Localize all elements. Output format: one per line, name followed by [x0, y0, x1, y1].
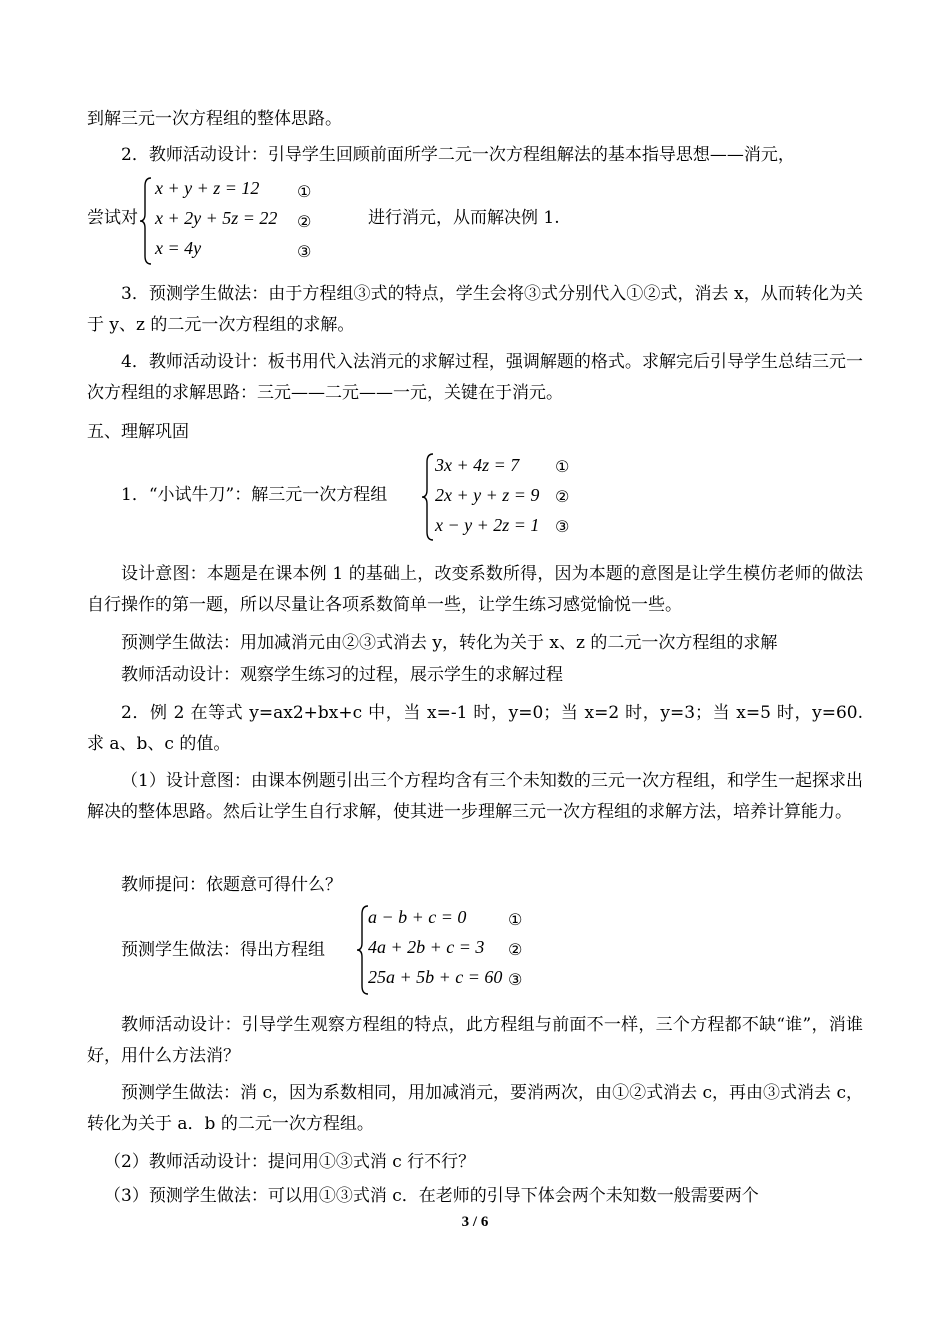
equation: 2x + y + z = 9: [435, 485, 540, 505]
left-brace-icon: [139, 176, 153, 266]
left-brace-icon: [421, 452, 435, 542]
equation-system-1: [139, 176, 319, 266]
equation: 25a + 5b + c = 60: [368, 967, 503, 987]
paragraph-step-2: （2）教师活动设计：提问用①③式消 c 行不行？: [104, 1152, 476, 1172]
paragraph-design-intent-2: （1）设计意图：由课本例题引出三个方程均含有三个未知数的三元一次方程组，和学生一起探求出解决的整体思路。然后让学生自行求解，使其进一步理解三元一次方程组的求解方法，培养计算能力。: [87, 771, 863, 822]
equation: x − y + 2z = 1: [435, 515, 540, 535]
paragraph-continuation: 到解三元一次方程组的整体思路。: [87, 109, 342, 129]
equation: x = 4y: [155, 238, 202, 258]
equation-mark: ①: [297, 182, 312, 201]
equation-mark: ②: [555, 487, 570, 506]
page-number: 3 / 6: [461, 1214, 489, 1230]
equation: x + 2y + 5z = 22: [155, 208, 278, 228]
predict-prefix: 预测学生做法：得出方程组: [121, 940, 325, 960]
equation-mark: ③: [555, 517, 570, 536]
paragraph-design-intent-1: 设计意图：本题是在课本例 1 的基础上，改变系数所得，因为本题的意图是让学生模仿老师的做法自行操作的第一题，所以尽量让各项系数简单一些，让学生练习感觉愉悦一些。: [87, 564, 863, 615]
equation-system-2: [421, 452, 591, 542]
equation-mark: ②: [508, 940, 523, 959]
paragraph-teacher-question: 教师提问：依题意可得什么？: [121, 875, 342, 895]
paragraph-teacher-design-2: 2．教师活动设计：引导学生回顾前面所学二元一次方程组解法的基本指导思想——消元，: [121, 145, 795, 165]
section-heading: 五、理解巩固: [87, 422, 189, 442]
paragraph-predict-2: 预测学生做法：消 c，因为系数相同，用加减消元，要消两次，由①②式消去 c，再由③式消去 c，转化为关于 a．b 的二元一次方程组。: [87, 1083, 863, 1134]
paragraph-example-2: 2．例 2 在等式 y=ax2+bx+c 中，当 x=-1 时，y=0；当 x=2 时，y=3；当 x=5 时，y=60. 求 a、b、c 的值。: [87, 703, 863, 754]
equation-mark: ①: [508, 910, 523, 929]
paragraph-predict-1: 预测学生做法：用加减消元由②③式消去 y，转化为关于 x、z 的二元一次方程组的求解: [121, 633, 778, 653]
exercise-1-prefix: 1．“小试牛刀”：解三元一次方程组: [121, 485, 388, 505]
equation-mark: ①: [555, 457, 570, 476]
paragraph-teacher-design-2b: 教师活动设计：引导学生观察方程组的特点，此方程组与前面不一样，三个方程都不缺“谁”，消谁好，用什么方法消？: [87, 1015, 863, 1066]
try-suffix: 进行消元，从而解决例 1.: [368, 208, 560, 228]
equation-mark: ②: [297, 212, 312, 231]
equation: x + y + z = 12: [155, 178, 260, 198]
paragraph-step-3: （3）预测学生做法：可以用①③式消 c．在老师的引导下体会两个未知数一般需要两个: [104, 1186, 759, 1206]
equation-system-3: [356, 904, 536, 996]
equation-mark: ③: [297, 242, 312, 261]
equation: 4a + 2b + c = 3: [368, 937, 485, 957]
paragraph-predict-3: 3．预测学生做法：由于方程组③式的特点，学生会将③式分别代入①②式，消去 x，从而转化为关于 y、z 的二元一次方程组的求解。: [87, 284, 863, 335]
equation: a − b + c = 0: [368, 907, 467, 927]
paragraph-teacher-1: 教师活动设计：观察学生练习的过程，展示学生的求解过程: [121, 665, 563, 685]
try-prefix: 尝试对: [87, 208, 138, 228]
equation-mark: ③: [508, 970, 523, 989]
equation: 3x + 4z = 7: [435, 455, 520, 475]
paragraph-teacher-design-4: 4．教师活动设计：板书用代入法消元的求解过程，强调解题的格式。求解完后引导学生总结三元一次方程组的求解思路：三元——二元——一元，关键在于消元。: [87, 352, 863, 403]
